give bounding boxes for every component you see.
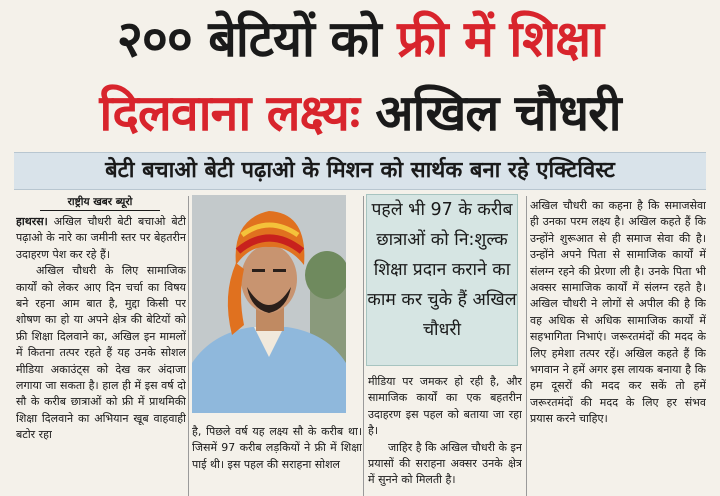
column-divider: [526, 196, 527, 496]
strapline: बेटी बचाओ बेटी पढ़ाओ के मिशन को सार्थक बना रहे एक्टिविस्ट: [14, 152, 706, 190]
paragraph: मीडिया पर जमकर हो रही है, और सामाजिक कार्यों का एक बहतरीन उदाहरण इस पहल को बताया जा रहा है।: [368, 375, 522, 438]
pull-quote: पहले भी 97 के करीब छात्राओं को नि:शुल्क शिक्षा प्रदान कराने का काम कर चुके हैं अखिल चौधरी: [366, 194, 518, 366]
paragraph: अखिल चौधरी के लिए सामाजिक कार्यों को लेकर आए दिन चर्चा का विषय बने रहना आम बात है, मुद्दा किसी पर शोषण का हो या अपने क्षेत्र की बेटियों को फ्री शिक्षा दिलवाने का, अखिल इन मामलों में कितना तत्पर रहते हैं यह उनके सोशल मीडिया अकाउंट्स को देख कर अंदाजा लगाया जा सकता है। हाल ही में इस वर्ष दो सौ के करीब छात्राओं को फ्री में प्राथमिकी शिक्षा दिलवाने का अभियान खूब वाहवाही बटोर रहा: [16, 264, 186, 442]
dateline: हाथरस।: [16, 215, 48, 228]
headline-line-2: [0, 76, 720, 150]
column-divider: [363, 196, 364, 496]
headline-part-red-2: दिलवाना लक्ष्य: [99, 84, 359, 142]
headline-part-red: फ्री में शिक्षा: [397, 10, 604, 68]
article-column-4: [530, 198, 706, 496]
paragraph: है, पिछले वर्ष यह लक्ष्य सौ के करीब था। जिसमें 97 करीब लड़कियों ने फ्री में शिक्षा पाई थी। इस पहल की सराहना सोशल: [192, 425, 362, 471]
article-column-3: [368, 374, 522, 496]
byline: राष्ट्रीय खबर ब्यूरो: [40, 194, 160, 211]
headline-line-1: [0, 0, 720, 78]
headline-part-black-2: ः अखिल चौधरी: [358, 84, 621, 142]
paragraph: जाहिर है कि अखिल चौधरी के इन प्रयासों की सराहना अक्सर उनके क्षेत्र में सुनने को मिलती है।: [368, 440, 522, 487]
article-column-2: [192, 424, 362, 496]
paragraph: अखिल चौधरी का कहना है कि समाजसेवा ही उनका परम लक्ष्य है। अखिल कहते हैं कि उन्होंने शुरूआत से ही समाज सेवा की है। उन्होंने अपने पिता से सामाजिक कार्यों में संलग्न रहने की प्रेरणा ली है। उनके पिता भी अक्सर सामाजिक कार्यों में संलग्न रहते है। अखिल चौधरी ने लोगों से अपील की है कि वह अधिक से अधिक सामाजिक कार्यों में सहभागिता निभाएं। जरूरतमंदों की मदद के लिए हमेशा तत्पर रहें। अखिल कहते हैं कि भगवान ने हमें अगर इस लायक बनाया है कि हम दूसरों की मदद कर सकें तो हमें जरूरतमंदों की मदद के लिए हर संभव प्रयास करने चाहिए।: [530, 199, 706, 426]
column-divider: [188, 196, 189, 496]
article-column-1: [16, 214, 186, 496]
portrait-illustration: [192, 195, 346, 413]
paragraph: [16, 214, 186, 263]
portrait-photo: [192, 195, 346, 413]
paragraph-text: अखिल चौधरी बेटी बचाओ बेटी पढ़ाओ के नारे का जमीनी स्तर पर बेहतरीन उदाहरण पेश कर रहे हैं।: [16, 215, 186, 261]
headline-part-black: २०० बेटियों को: [116, 10, 398, 68]
